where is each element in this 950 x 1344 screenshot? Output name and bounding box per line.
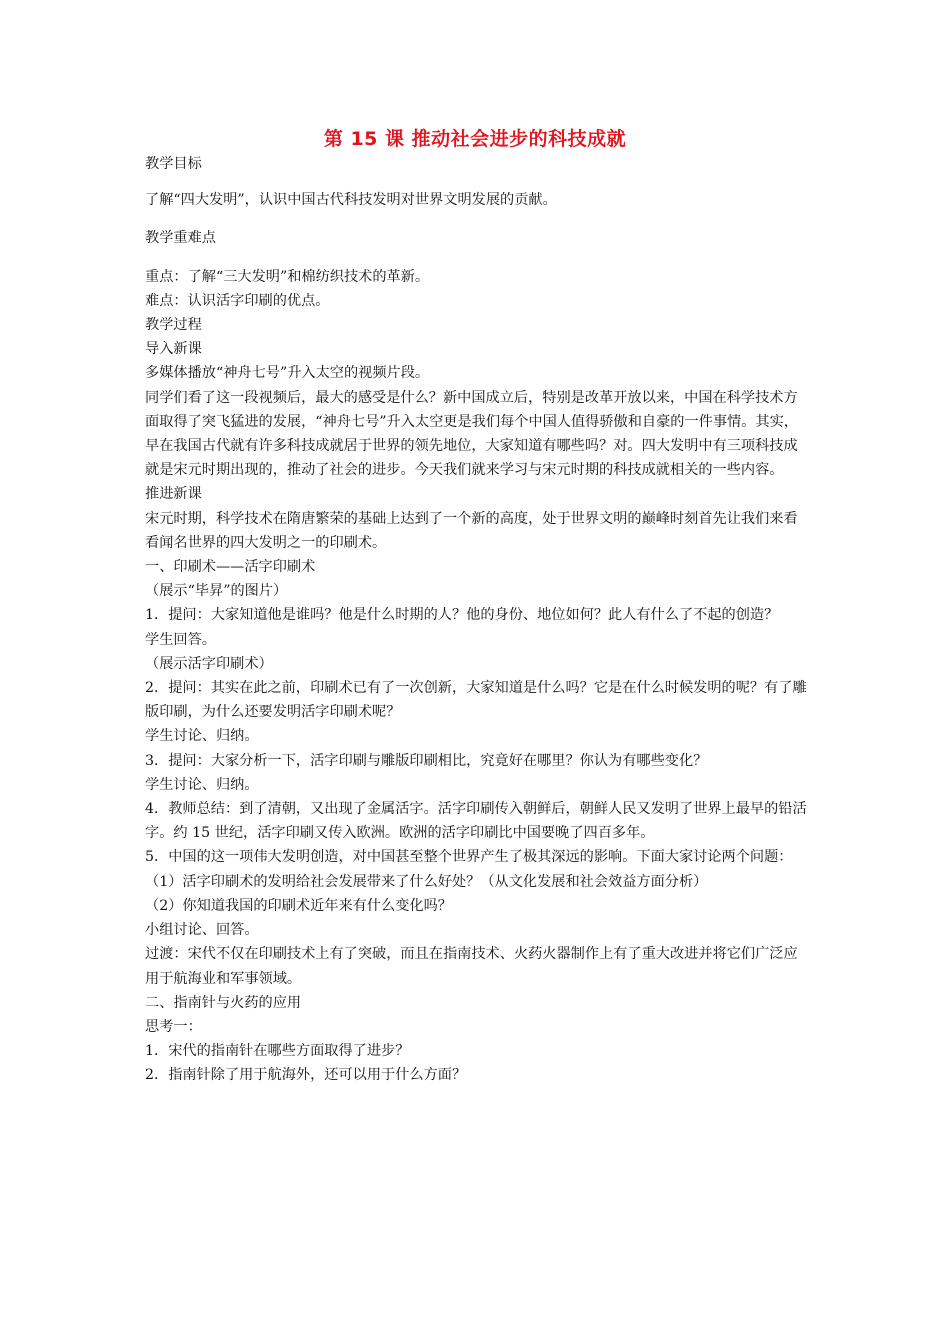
sub-question-1: （1）活字印刷术的发明给社会发展带来了什么好处？（从文化发展和社会效益方面分析） xyxy=(145,873,708,890)
section-compass-gunpowder: 二、指南针与火药的应用 xyxy=(145,994,302,1011)
heading-teaching-goals: 教学目标 xyxy=(145,156,202,172)
think-question-2: 2．指南针除了用于航海外，还可以用于什么方面？ xyxy=(145,1067,467,1084)
paragraph-difficulty: 难点：认识活字印刷的优点。 xyxy=(145,292,330,309)
paragraph-key-point: 重点：了解“三大发明”和棉纺织技术的革新。 xyxy=(145,268,430,285)
paragraph-discuss-1: 学生讨论、归纳。 xyxy=(145,728,259,745)
paragraph-show-movable-type: （展示活字印刷术） xyxy=(145,655,273,672)
question-3: 3．提问：大家分析一下，活字印刷与雕版印刷相比，究竟好在哪里？你认为有哪些变化？ xyxy=(145,752,708,769)
paragraph-song-yuan: 宋元时期，科学技术在隋唐繁荣的基础上达到了一个新的高度，处于世界文明的巅峰时刻首先让我们来看看闻名世界的四大发明之一的印刷术。 xyxy=(145,510,798,551)
heading-think-one: 思考一： xyxy=(145,1018,202,1035)
section-printing: 一、印刷术——活字印刷术 xyxy=(145,559,316,576)
heading-key-points: 教学重难点 xyxy=(145,230,216,247)
heading-new-lesson: 推进新课 xyxy=(145,486,202,503)
paragraph-multimedia: 多媒体播放“神舟七号”升入太空的视频片段。 xyxy=(145,365,430,382)
paragraph-transition: 过渡：宋代不仅在印刷技术上有了突破，而且在指南技术、火药火器制作上有了重大改进并将它们广泛应用于航海业和军事领域。 xyxy=(145,946,798,987)
paragraph-introduction: 同学们看了这一段视频后，最大的感受是什么？新中国成立后，特别是改革开放以来，中国在科学技术方面取得了突飞猛进的发展，“神舟七号”升入太空更是我们每个中国人值得骄傲和自豪的一件事情。其实，早在我国古代就有许多科技成就居于世界的领先地位，大家知道有哪些吗？对。四大发明中有三项科技成就是宋元时期出现的，推动了社会的进步。今天我们就来学习与宋元时期的科技成就相关的一些内容。 xyxy=(145,389,798,479)
think-question-1: 1．宋代的指南针在哪些方面取得了进步？ xyxy=(145,1043,410,1060)
paragraph-goals: 了解“四大发明”，认识中国古代科技发明对世界文明发展的贡献。 xyxy=(145,192,557,209)
question-1: 1．提问：大家知道他是谁吗？他是什么时期的人？他的身份、地位如何？此人有什么了不起的创造？ xyxy=(145,607,779,624)
paragraph-student-answer: 学生回答。 xyxy=(145,631,216,648)
sub-question-2: （2）你知道我国的印刷术近年来有什么变化吗？ xyxy=(145,897,452,914)
paragraph-group-discussion: 小组讨论、回答。 xyxy=(145,922,259,939)
heading-teaching-process: 教学过程 xyxy=(145,317,202,334)
lesson-title: 第 15 课 推动社会进步的科技成就 xyxy=(323,128,627,150)
teacher-summary: 4．教师总结：到了清朝，又出现了金属活字。活字印刷传入朝鲜后，朝鲜人民又发明了世界上最早的铅活字。约 15 世纪，活字印刷又传入欧洲。欧洲的活字印刷比中国要晚了四百多年。 xyxy=(145,801,807,842)
paragraph-discuss-2: 学生讨论、归纳。 xyxy=(145,776,259,793)
paragraph-show-bisheng: （展示“毕昇”的图片） xyxy=(145,583,288,600)
question-2: 2．提问：其实在此之前，印刷术已有了一次创新，大家知道是什么吗？它是在什么时候发明的呢？有了雕版印刷，为什么还要发明活字印刷术呢？ xyxy=(145,680,807,721)
document-body xyxy=(145,152,810,1088)
heading-introduction: 导入新课 xyxy=(145,341,202,358)
question-5: 5．中国的这一项伟大发明创造，对中国甚至整个世界产生了极其深远的影响。下面大家讨论两个问题： xyxy=(145,849,793,866)
